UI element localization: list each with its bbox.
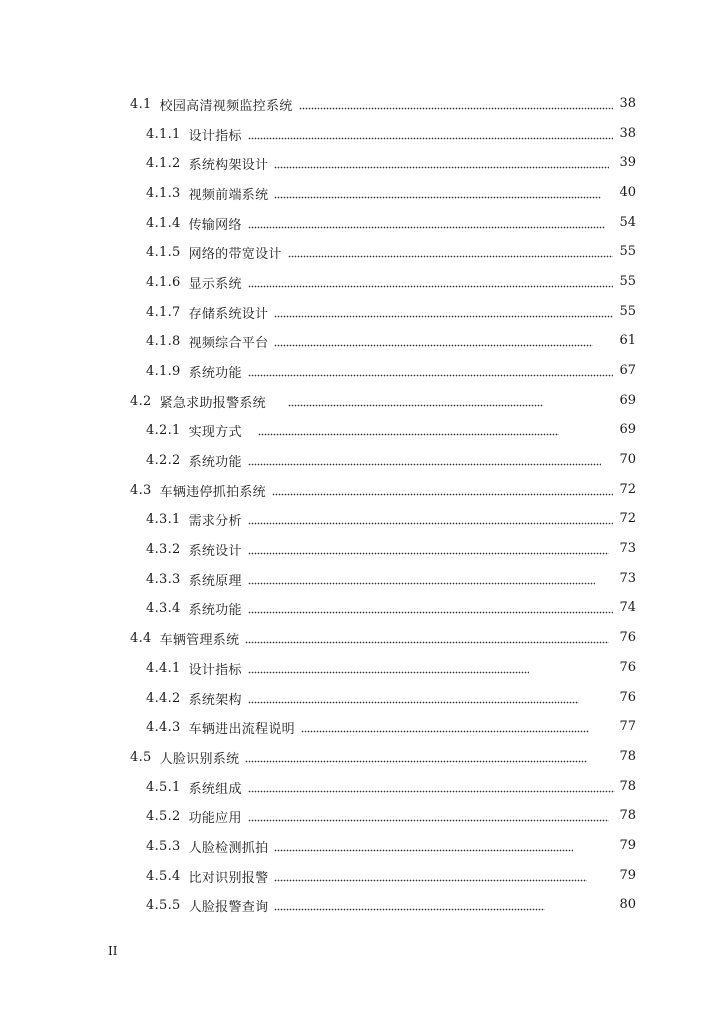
toc-entry-number: 4.5.1 <box>146 779 181 795</box>
toc-entry-title: 系统设计 <box>188 543 242 559</box>
toc-entry-number: 4.1.9 <box>146 363 181 379</box>
toc-entry-number: 4.1.4 <box>146 215 181 231</box>
toc-entry-title: 人脸报警查询 <box>188 899 269 915</box>
toc-entry-page: 72 <box>619 511 636 526</box>
toc-entry-title: 系统架构 <box>188 692 242 708</box>
toc-entry-number: 4.4 <box>130 630 152 646</box>
toc-entry-page: 61 <box>619 333 636 348</box>
toc-dot-leader <box>274 178 601 208</box>
toc-entry[interactable] <box>146 267 616 297</box>
toc-entry[interactable] <box>130 89 616 119</box>
toc-entry-page: 77 <box>619 719 636 734</box>
toc-entry-title: 网络的带宽设计 <box>188 246 282 262</box>
toc-entry-number: 4.4.2 <box>146 690 181 706</box>
toc-entry[interactable] <box>146 831 576 861</box>
toc-dot-leader <box>274 861 587 891</box>
toc-entry-title: 传输网络 <box>188 217 242 233</box>
toc-entry[interactable] <box>146 148 612 178</box>
toc-dot-leader <box>248 119 613 149</box>
toc-entry-page: 38 <box>619 126 636 141</box>
toc-dot-leader <box>245 742 587 772</box>
toc-entry-page: 38 <box>619 96 636 111</box>
toc-entry[interactable] <box>146 297 616 327</box>
toc-dot-leader <box>248 653 529 683</box>
toc-entry-number: 4.3 <box>130 482 152 498</box>
toc-entry-title: 实现方式 <box>188 424 242 440</box>
toc-entry-title: 系统原理 <box>188 573 242 589</box>
toc-entry[interactable] <box>146 593 616 623</box>
toc-entry-title: 存储系统设计 <box>188 306 269 322</box>
toc-entry[interactable] <box>146 208 608 238</box>
toc-dot-leader <box>248 593 613 623</box>
toc-dot-leader <box>272 475 613 505</box>
toc-dot-leader <box>288 386 543 416</box>
toc-entry-number: 4.1.6 <box>146 274 181 290</box>
toc-dot-leader <box>248 356 613 386</box>
toc-entry[interactable] <box>146 801 612 831</box>
toc-entry-title: 系统功能 <box>188 365 242 381</box>
toc-dot-leader <box>299 89 613 119</box>
toc-entry[interactable] <box>146 504 616 534</box>
toc-entry-title: 车辆进出流程说明 <box>188 721 295 737</box>
toc-entry-title: 人脸识别系统 <box>159 751 240 767</box>
toc-dot-leader <box>274 831 573 861</box>
toc-entry-number: 4.1.2 <box>146 155 181 171</box>
toc-entry-page: 72 <box>619 482 636 497</box>
toc-entry-page: 76 <box>619 630 636 645</box>
page-number-footer: II <box>108 944 118 958</box>
toc-entry-title: 校园高清视频监控系统 <box>159 98 293 114</box>
toc-entry-title: 视频综合平台 <box>188 335 269 351</box>
toc-entry-number: 4.3.4 <box>146 600 181 616</box>
toc-entry[interactable] <box>146 683 582 713</box>
toc-entry-page: 55 <box>619 304 636 319</box>
toc-entry-number: 4.1.1 <box>146 126 181 142</box>
toc-entry[interactable] <box>146 178 604 208</box>
toc-entry-number: 4.1.5 <box>146 244 181 260</box>
toc-dot-leader <box>248 772 615 802</box>
toc-dot-leader <box>248 267 613 297</box>
toc-entry-number: 4.1.3 <box>146 185 181 201</box>
toc-entry-title: 系统构架设计 <box>188 157 269 173</box>
toc-entry-page: 73 <box>619 541 636 556</box>
toc-entry-title: 功能应用 <box>188 810 242 826</box>
toc-dot-leader <box>258 415 559 445</box>
toc-entry-page: 74 <box>619 600 636 615</box>
toc-entry-page: 76 <box>619 660 636 675</box>
toc-entry[interactable] <box>146 653 532 683</box>
toc-entry-number: 4.5.3 <box>146 838 181 854</box>
toc-entry[interactable] <box>146 119 616 149</box>
toc-entry-page: 80 <box>619 897 636 912</box>
toc-entry-number: 4.5.5 <box>146 897 181 913</box>
toc-entry-title: 车辆违停抓拍系统 <box>159 484 266 500</box>
toc-entry[interactable] <box>146 415 562 445</box>
toc-dot-leader <box>274 148 609 178</box>
toc-entry-number: 4.3.3 <box>146 571 181 587</box>
toc-dot-leader <box>248 445 601 475</box>
toc-dot-leader <box>288 237 613 267</box>
toc-entry-page: 78 <box>619 749 636 764</box>
toc-entry-number: 4.4.3 <box>146 719 181 735</box>
toc-dot-leader <box>248 801 609 831</box>
toc-entry-page: 70 <box>619 452 636 467</box>
toc-dot-leader <box>274 326 593 356</box>
toc-entry[interactable] <box>146 326 596 356</box>
toc-entry-number: 4.2 <box>130 393 152 409</box>
toc-entry-title: 紧急求助报警系统 <box>159 395 266 411</box>
toc-entry-number: 4.3.1 <box>146 511 181 527</box>
toc-entry[interactable] <box>130 475 616 505</box>
toc-entry-page: 78 <box>619 808 636 823</box>
toc-entry[interactable] <box>146 861 590 891</box>
toc-entry-number: 4.1.8 <box>146 333 181 349</box>
toc-dot-leader <box>248 683 579 713</box>
toc-entry-page: 79 <box>619 868 636 883</box>
toc-entry-title: 比对识别报警 <box>188 870 269 886</box>
toc-entry[interactable] <box>130 742 590 772</box>
toc-entry[interactable] <box>146 772 618 802</box>
toc-dot-leader <box>301 712 589 742</box>
toc-entry[interactable] <box>146 712 592 742</box>
toc-entry-title: 需求分析 <box>188 513 242 529</box>
toc-entry-number: 4.2.2 <box>146 452 181 468</box>
toc-entry-title: 显示系统 <box>188 276 242 292</box>
toc-entry-page: 76 <box>619 690 636 705</box>
toc-entry[interactable] <box>146 890 548 920</box>
toc-entry-title: 系统组成 <box>188 781 242 797</box>
toc-entry-title: 人脸检测抓拍 <box>188 840 269 856</box>
toc-entry-title: 视频前端系统 <box>188 187 269 203</box>
toc-entry[interactable] <box>146 237 616 267</box>
toc-dot-leader <box>248 564 595 594</box>
toc-entry-page: 40 <box>619 185 636 200</box>
toc-entry-number: 4.1.7 <box>146 304 181 320</box>
toc-dot-leader <box>245 623 609 653</box>
toc-entry-number: 4.3.2 <box>146 541 181 557</box>
toc-entry-title: 设计指标 <box>188 128 242 144</box>
toc-entry[interactable] <box>146 356 616 386</box>
toc-entry-title: 车辆管理系统 <box>159 632 240 648</box>
toc-entry-page: 39 <box>619 155 636 170</box>
toc-entry-number: 4.1 <box>130 96 152 112</box>
toc-entry-title: 系统功能 <box>188 602 242 618</box>
toc-dot-leader <box>248 208 605 238</box>
toc-entry-title: 系统功能 <box>188 454 242 470</box>
toc-entry-page: 67 <box>619 363 636 378</box>
toc-entry-title: 设计指标 <box>188 662 242 678</box>
toc-entry-number: 4.2.1 <box>146 422 181 438</box>
toc-entry-page: 78 <box>619 779 636 794</box>
toc-entry[interactable] <box>146 445 604 475</box>
toc-dot-leader <box>274 297 613 327</box>
toc-entry-page: 69 <box>619 422 636 437</box>
toc-entry-number: 4.4.1 <box>146 660 181 676</box>
toc-entry-page: 55 <box>619 244 636 259</box>
toc-entry[interactable] <box>146 534 612 564</box>
toc-entry-page: 79 <box>619 838 636 853</box>
toc-entry[interactable] <box>146 564 598 594</box>
toc-entry-page: 73 <box>619 571 636 586</box>
toc-entry-number: 4.5.2 <box>146 808 181 824</box>
toc-entry[interactable] <box>130 386 546 416</box>
toc-entry[interactable] <box>130 623 612 653</box>
toc-dot-leader <box>248 504 613 534</box>
toc-entry-page: 55 <box>619 274 636 289</box>
toc-entry-number: 4.5.4 <box>146 868 181 884</box>
toc-entry-page: 69 <box>619 393 636 408</box>
toc-dot-leader <box>248 534 609 564</box>
toc-entry-page: 54 <box>619 215 636 230</box>
toc-entry-number: 4.5 <box>130 749 152 765</box>
toc-dot-leader <box>274 890 545 920</box>
